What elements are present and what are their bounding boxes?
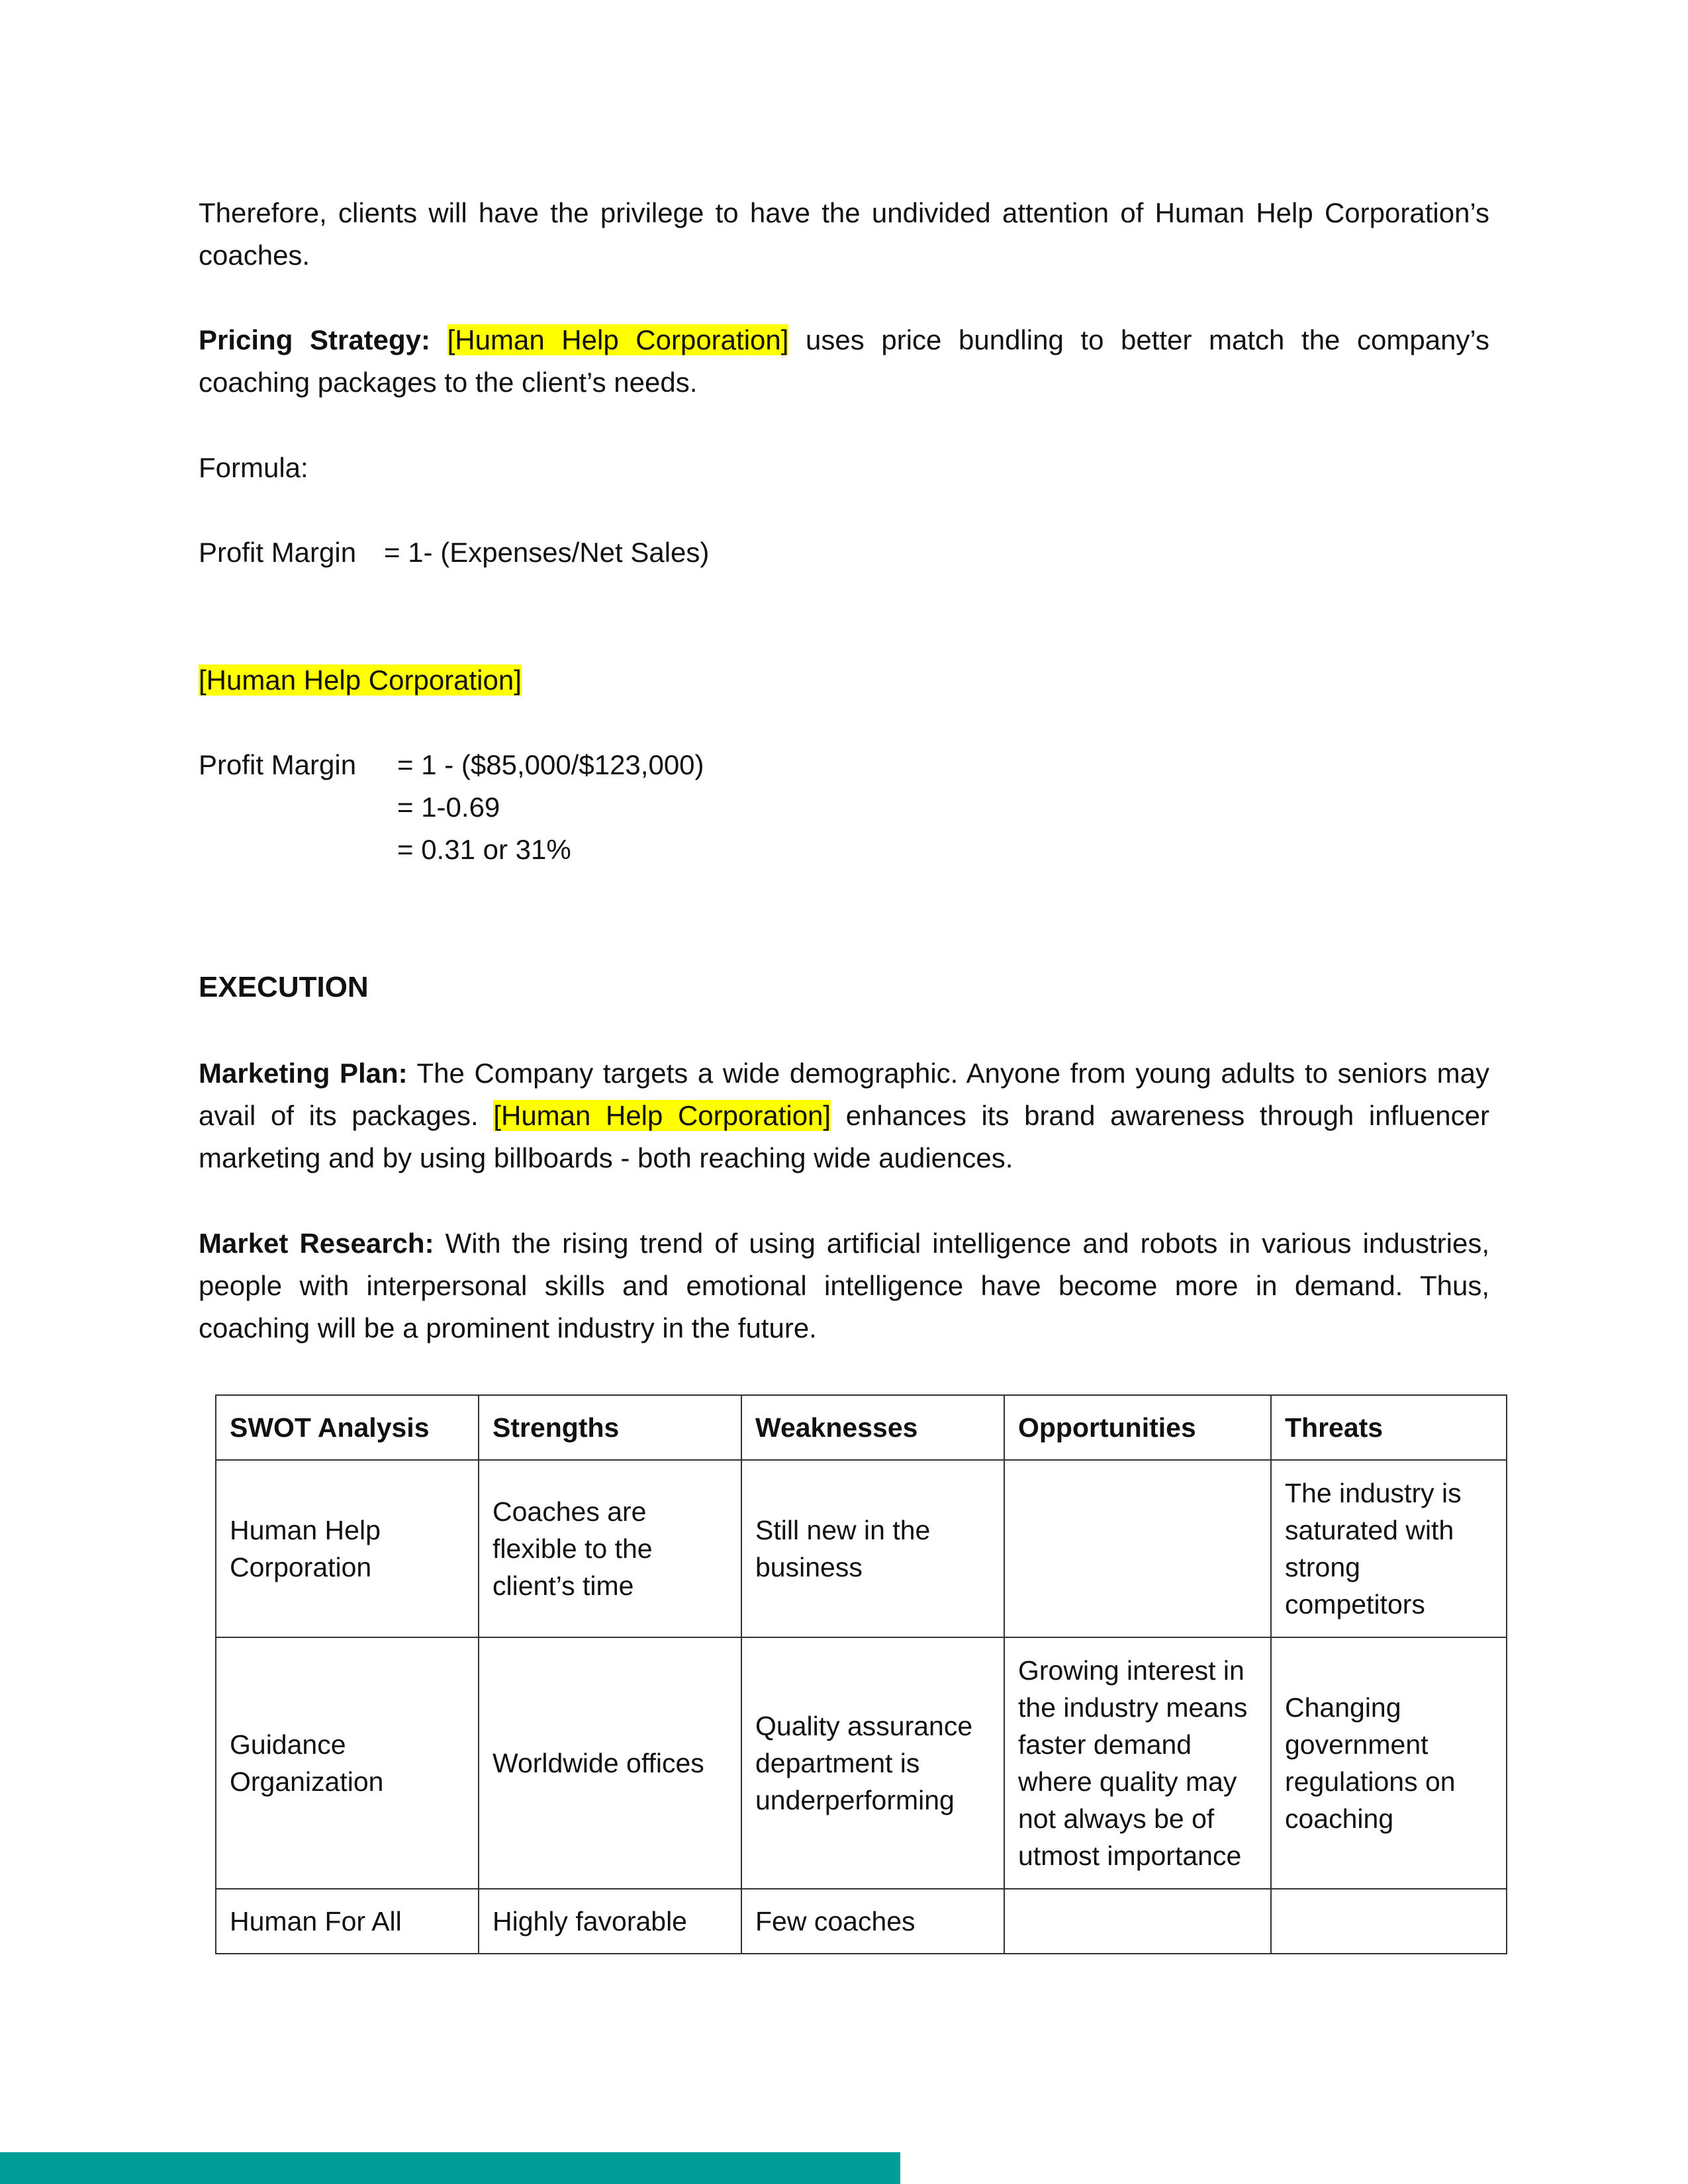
marketing-plan-text-1: The Company targets a wide demographic. Anyone from young adults to seniors may avail of its packages. — [199, 1058, 1489, 1131]
market-research-text: With the rising trend of using artificial intelligence and robots in various industries, people with interpersonal skills and emotional intelligence have become more in demand. Thus, coaching will be a prominent industry in the future. — [199, 1228, 1489, 1343]
intro-paragraph — [199, 192, 1489, 277]
swot-cell-strengths: Coaches are flexible to the client’s time — [479, 1460, 741, 1637]
footer-accent-bar — [0, 2152, 900, 2184]
marketing-plan-text-2: enhances its brand awareness through influencer marketing and by using billboards - both reaching wide audiences. — [199, 1100, 1490, 1173]
formula-expression: = 1- (Expenses/Net Sales) — [384, 537, 710, 568]
market-research-label: Market Research: — [199, 1228, 434, 1259]
marketing-plan-label: Marketing Plan: — [199, 1058, 408, 1089]
swot-cell-company: Guidance Organization — [216, 1637, 479, 1889]
swot-header-row — [216, 1395, 1507, 1460]
execution-heading: EXECUTION — [199, 971, 369, 1003]
swot-cell-threats — [1271, 1889, 1507, 1954]
pricing-strategy-text: uses price bundling to better match the company’s coaching packages to the client’s needs. — [199, 324, 1490, 398]
intro-text: Therefore, clients will have the privilege to have the undivided attention of Human Help Corporation’s coaches. — [199, 197, 1489, 271]
table-row — [216, 1460, 1507, 1637]
swot-header-opportunities: Opportunities — [1004, 1395, 1271, 1460]
swot-cell-strengths: Worldwide offices — [479, 1637, 741, 1889]
swot-cell-strengths: Highly favorable — [479, 1889, 741, 1954]
swot-header-weaknesses: Weaknesses — [741, 1395, 1004, 1460]
calculation-step-1: = 1 - ($85,000/$123,000) — [397, 749, 704, 780]
marketing-company-highlight: [Human Help Corporation] — [493, 1100, 831, 1131]
pricing-company-highlight: [Human Help Corporation] — [447, 324, 789, 355]
pricing-strategy-paragraph — [199, 319, 1489, 404]
market-research-paragraph — [199, 1222, 1489, 1349]
pricing-strategy-label: Pricing Strategy: — [199, 324, 431, 355]
calculation-company — [199, 659, 522, 702]
swot-cell-weaknesses: Quality assurance department is underperforming — [741, 1637, 1004, 1889]
calculation-company-highlight: [Human Help Corporation] — [199, 664, 522, 696]
swot-header-threats: Threats — [1271, 1395, 1507, 1460]
swot-header-strengths: Strengths — [479, 1395, 741, 1460]
calculation-step-3: = 0.31 or 31% — [397, 834, 571, 865]
swot-cell-opportunities — [1004, 1889, 1271, 1954]
swot-cell-weaknesses: Few coaches — [741, 1889, 1004, 1954]
table-row — [216, 1889, 1507, 1954]
calculation-label: Profit Margin — [199, 749, 357, 780]
formula-heading: Formula: — [199, 452, 308, 483]
swot-cell-company: Human For All — [216, 1889, 479, 1954]
marketing-plan-paragraph — [199, 1052, 1489, 1179]
swot-cell-opportunities — [1004, 1460, 1271, 1637]
formula-label: Profit Margin — [199, 537, 357, 568]
calculation-line-1 — [199, 744, 704, 786]
swot-table — [215, 1394, 1507, 1954]
calculation-line-3 — [199, 829, 571, 871]
swot-cell-threats: Changing government regulations on coaching — [1271, 1637, 1507, 1889]
swot-header-analysis: SWOT Analysis — [216, 1395, 479, 1460]
formula-line — [199, 531, 709, 574]
swot-cell-weaknesses: Still new in the business — [741, 1460, 1004, 1637]
calculation-step-2: = 1-0.69 — [397, 792, 500, 823]
swot-cell-company: Human Help Corporation — [216, 1460, 479, 1637]
table-row — [216, 1637, 1507, 1889]
swot-cell-opportunities: Growing interest in the industry means faster demand where quality may not always be of utmost importance — [1004, 1637, 1271, 1889]
swot-cell-threats: The industry is saturated with strong competitors — [1271, 1460, 1507, 1637]
calculation-line-2 — [199, 786, 500, 829]
